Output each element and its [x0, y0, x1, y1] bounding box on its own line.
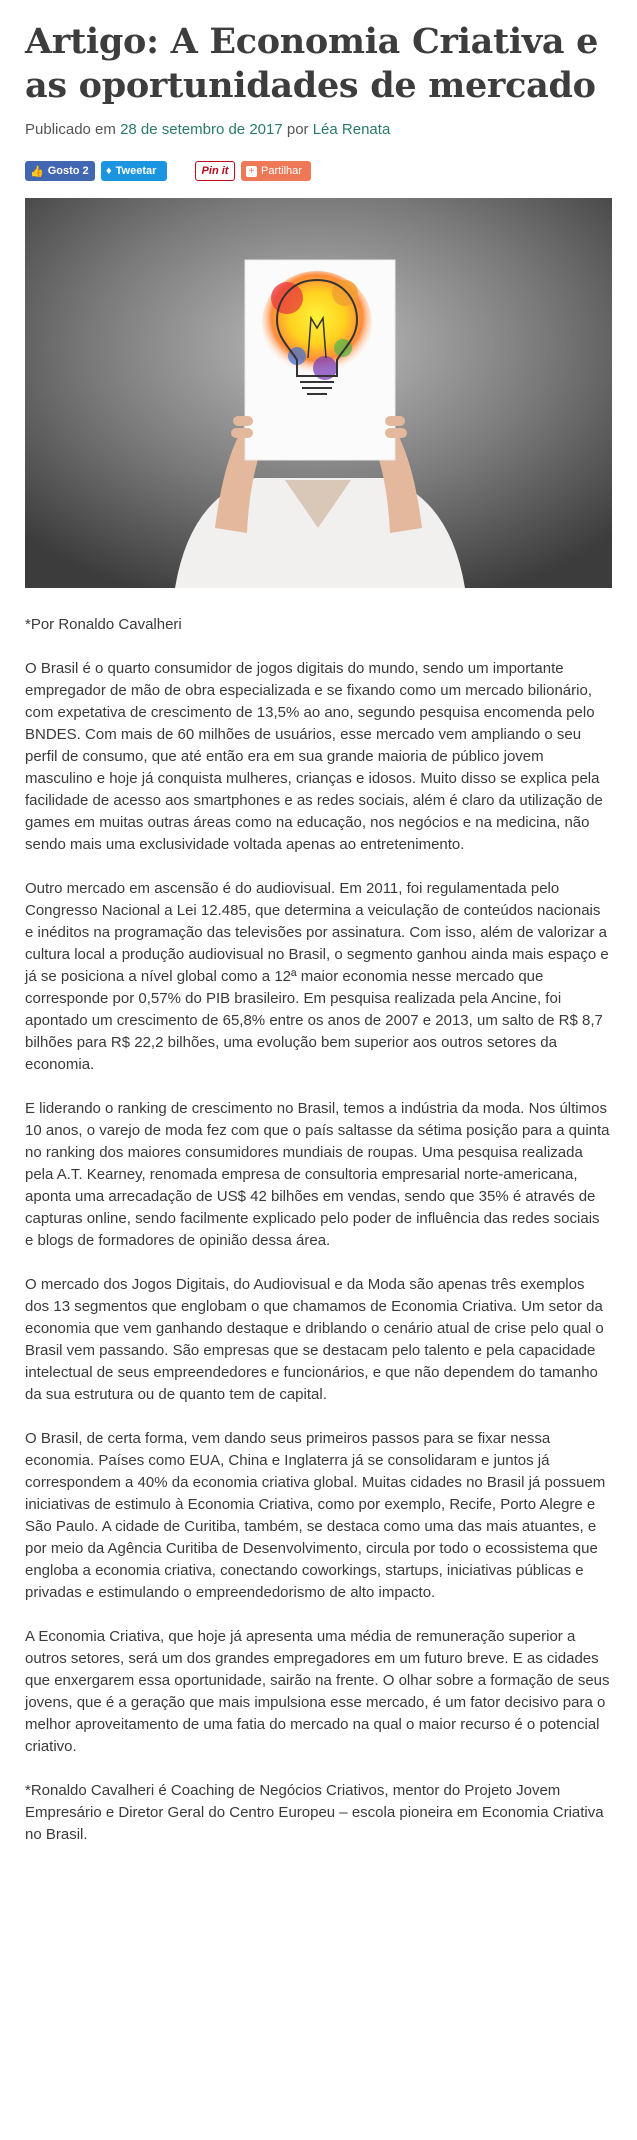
publish-date-link[interactable]: 28 de setembro de 2017 [120, 121, 283, 138]
paragraph: O Brasil é o quarto consumidor de jogos digitais do mundo, sendo um importante empregador de mão de obra especializada e se fixando como um mercado bilionário, com expetativa de crescimento de 13,5% ao ano, segundo pesquisa encomenda pelo BNDES. Com mais de 60 milhões de usuários, esse mercado vem ampliando o seu perfil de consumo, que até então era em sua grande maioria de público jovem masculino e hoje já conquista mulheres, crianças e idosos. Muito disso se explica pela facilidade de acesso aos smartphones e as redes sociais, além é claro da utilização de games em muitas outras áreas como na educação, nos negócios e na medicina, não sendo mais uma exclusividade voltada apenas ao entretenimento. [25, 660, 603, 853]
article-body [25, 614, 612, 1846]
paragraph: A Economia Criativa, que hoje já apresenta uma média de remuneração superior a outros setores, será um dos grandes empregadores em um futuro breve. E as cidades que enxergarem essa oportunidade, sairão na frente. O olhar sobre a formação de seus jovens, que é a geração que mais impulsiona esse mercado, é um fator decisivo para o melhor aproveitamento de uma fatia do mercado na qual o maior recurso é o potencial criativo. [25, 1628, 610, 1755]
share-bar [25, 160, 612, 182]
paragraph: O Brasil, de certa forma, vem dando seus primeiros passos para se fixar nessa economia. Países como EUA, China e Inglaterra já se consolidaram e juntos já correspondem a 40% da economia criativa global. Muitas cidades no Brasil já possuem iniciativas de estimulo à Economia Criativa, como por exemplo, Recife, Porto Alegre e São Paulo. A cidade de Curitiba, também, se destaca como uma das mais atuantes, e por meio da Agência Curitiba de Desenvolvimento, circula por todo o ecossistema que engloba a economia criativa, conectando coworkings, startups, iniciativas públicas e privadas e estimulando o empreendedorismo de alto impacto. [25, 1430, 606, 1601]
facebook-like-label: Gosto 2 [47, 165, 89, 177]
tweet-button[interactable] [101, 161, 167, 181]
twitter-bird-icon: ♦ [106, 165, 112, 177]
tweet-label: Tweetar [115, 165, 157, 177]
published-prefix: Publicado em [25, 121, 116, 138]
article-title: Artigo: A Economia Criativa e as oportunidades de mercado [25, 21, 599, 106]
author-link[interactable]: Léa Renata [312, 121, 391, 138]
article-meta [25, 120, 612, 140]
pinterest-button[interactable] [195, 161, 235, 181]
hero-image [25, 198, 612, 588]
plus-icon: + [246, 166, 257, 177]
paragraph: O mercado dos Jogos Digitais, do Audiovisual e da Moda são apenas três exemplos dos 13 segmentos que englobam o que chamamos de Economia Criativa. Um setor da economia que vem ganhando destaque e driblando o cenário atual de crise pelo qual o Brasil vem passando. São empresas que se destacam pelo talento e pela capacidade intelectual de seus empreendedores e funcionários, e que não dependem do tamanho da sua estrutura ou de quanto tem de capital. [25, 1276, 604, 1403]
article [25, 20, 612, 1868]
share-button[interactable] [241, 161, 311, 181]
pinterest-label: Pin it [201, 165, 229, 177]
author-bio-paragraph: *Ronaldo Cavalheri é Coaching de Negócios Criativos, mentor do Projeto Jovem Empresário e Diretor Geral do Centro Europeu – escola pioneira em Economia Criativa no Brasil. [25, 1782, 604, 1843]
facebook-like-button[interactable] [25, 161, 95, 181]
paragraph: Outro mercado em ascensão é do audiovisual. Em 2011, foi regulamentada pelo Congresso Nacional a Lei 12.485, que determina a veiculação de conteúdos nacionais e inéditos na programação das televisões por assinatura. Com isso, além de valorizar a cultura local a produção audiovisual no Brasil, o segmento ganhou ainda mais espaço e já se posiciona a nível global como a 12ª maior economia nesse mercado que corresponde por 0,57% do PIB brasileiro. Em pesquisa realizada pela Ancine, foi apontado um crescimento de 65,8% entre os anos de 2007 e 2013, um salto de R$ 8,7 bilhões para R$ 22,2 bilhões, uma evolução bem superior aos outros setores da economia. [25, 880, 609, 1073]
by-text: por [286, 121, 309, 138]
byline-paragraph: *Por Ronaldo Cavalheri [25, 616, 182, 633]
paragraph: E liderando o ranking de crescimento no Brasil, temos a indústria da moda. Nos últimos 10 anos, o varejo de moda fez com que o país saltasse da sétima posição para a quinta no ranking dos maiores consumidores mundiais de roupas. Uma pesquisa realizada pela A.T. Kearney, renomada empresa de consultoria empresarial norte-americana, aponta uma arrecadação de US$ 42 bilhões em vendas, sendo que 35% é através de capturas online, sendo facilmente explicado pelo poder de influência das redes sociais e blogs de formadores de opinião dessa área. [25, 1100, 610, 1249]
thumbs-up-icon: 👍 [30, 165, 44, 178]
share-label: Partilhar [261, 165, 302, 177]
